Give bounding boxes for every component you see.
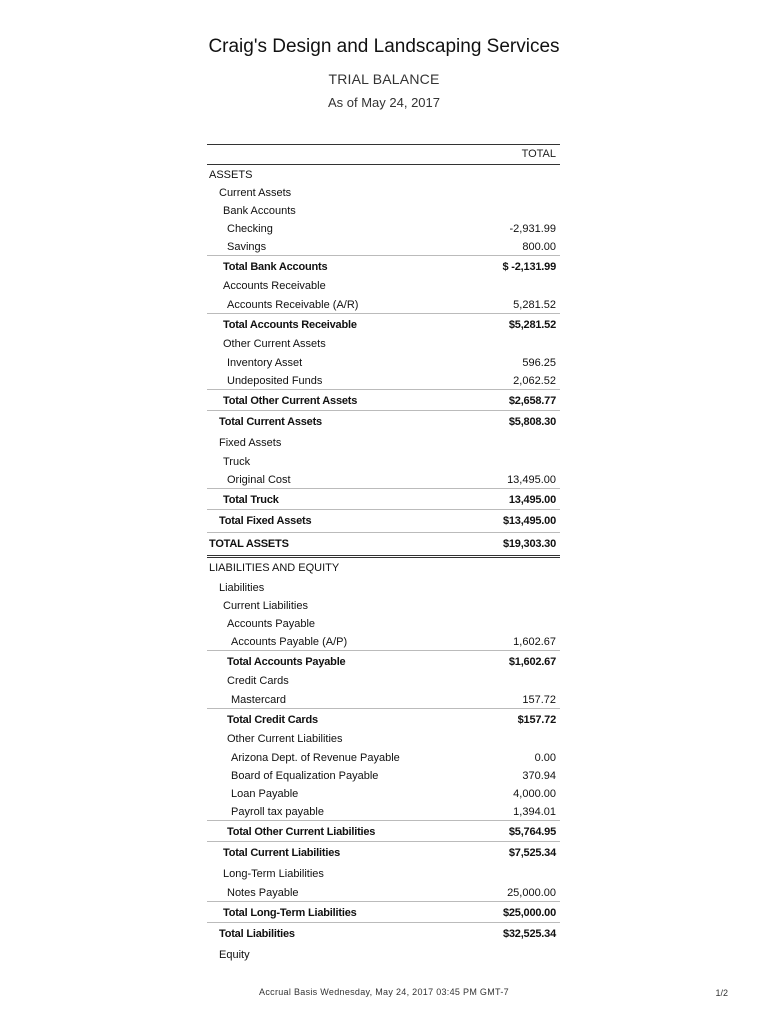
table-row	[207, 470, 560, 488]
table-row	[207, 748, 560, 766]
row-value: $1,602.67	[508, 656, 556, 668]
table-header	[207, 144, 560, 165]
row-label: Total Current Liabilities	[223, 847, 341, 859]
row-label: Savings	[227, 241, 267, 253]
row-label: Accounts Payable (A/P)	[231, 636, 348, 648]
row-value: 25,000.00	[507, 887, 556, 899]
row-label: Long-Term Liabilities	[223, 868, 324, 880]
row-label: Liabilities	[219, 582, 265, 594]
trial-balance-table	[207, 144, 560, 963]
page-number: 1/2	[715, 988, 728, 998]
table-total-row	[207, 841, 560, 864]
table-total-row	[207, 922, 560, 945]
row-label: Undeposited Funds	[227, 375, 323, 387]
row-value: $32,525.34	[502, 928, 556, 940]
table-row	[207, 883, 560, 901]
table-row	[207, 334, 560, 353]
table-row	[207, 295, 560, 313]
row-value: $2,658.77	[508, 395, 556, 407]
row-label: Notes Payable	[227, 887, 299, 899]
row-value: 5,281.52	[513, 299, 556, 311]
table-total-row	[207, 901, 560, 922]
table-row	[207, 165, 560, 183]
row-value: $13,495.00	[502, 515, 556, 527]
row-label: Original Cost	[227, 474, 291, 486]
row-label: Total Liabilities	[219, 928, 295, 940]
table-total-row	[207, 708, 560, 729]
row-label: Inventory Asset	[227, 357, 303, 369]
table-row	[207, 201, 560, 219]
table-total-row	[207, 509, 560, 532]
row-value: 1,602.67	[513, 636, 556, 648]
row-label: Total Truck	[223, 494, 279, 506]
row-label: Mastercard	[231, 694, 287, 706]
table-row	[207, 945, 560, 963]
footer-basis: Accrual Basis Wednesday, May 24, 2017 03:45 PM GMT-7	[259, 987, 509, 997]
row-label: Fixed Assets	[219, 437, 282, 449]
row-label: Payroll tax payable	[231, 806, 324, 818]
row-label: Total Other Current Assets	[223, 395, 358, 407]
company-name: Craig's Design and Landscaping Services	[208, 36, 560, 57]
table-total-row	[207, 410, 560, 433]
row-label: Total Accounts Receivable	[223, 319, 357, 331]
row-value: 596.25	[522, 357, 556, 369]
row-label: Equity	[219, 949, 250, 961]
table-row	[207, 864, 560, 883]
table-row	[207, 276, 560, 295]
row-label: Truck	[223, 456, 251, 468]
table-row	[207, 690, 560, 708]
row-label: Total Bank Accounts	[223, 261, 328, 273]
row-value: 800.00	[522, 241, 556, 253]
row-label: Total Credit Cards	[227, 714, 318, 726]
table-row	[207, 614, 560, 632]
row-value: $ -2,131.99	[502, 261, 556, 273]
table-row	[207, 802, 560, 820]
row-value: $5,281.52	[508, 319, 556, 331]
column-header-total: TOTAL	[521, 148, 556, 160]
table-total-row	[207, 389, 560, 410]
row-value: 157.72	[522, 694, 556, 706]
row-label: Current Assets	[219, 187, 292, 199]
row-label: TOTAL ASSETS	[209, 538, 289, 550]
table-row	[207, 353, 560, 371]
row-value: $5,764.95	[508, 826, 556, 838]
row-label: Total Long-Term Liabilities	[223, 907, 357, 919]
table-row	[207, 784, 560, 802]
row-value: $25,000.00	[502, 907, 556, 919]
row-value: 2,062.52	[513, 375, 556, 387]
row-label: LIABILITIES AND EQUITY	[209, 562, 340, 574]
table-row	[207, 219, 560, 237]
row-value: $19,303.30	[502, 538, 556, 550]
row-label: Checking	[227, 223, 273, 235]
table-total-row	[207, 488, 560, 509]
row-label: Loan Payable	[231, 788, 299, 800]
table-body	[207, 165, 560, 963]
row-label: Accounts Receivable	[223, 280, 326, 292]
row-label: Other Current Assets	[223, 338, 326, 350]
table-row	[207, 371, 560, 389]
table-row	[207, 558, 560, 578]
row-value: 4,000.00	[513, 788, 556, 800]
row-value: $5,808.30	[508, 416, 556, 428]
table-row	[207, 632, 560, 650]
row-value: $157.72	[517, 714, 556, 726]
row-label: Board of Equalization Payable	[231, 770, 379, 782]
table-row	[207, 671, 560, 690]
row-label: Total Fixed Assets	[219, 515, 312, 527]
table-row	[207, 578, 560, 596]
row-label: ASSETS	[209, 169, 253, 181]
table-total-row	[207, 255, 560, 276]
row-value: 13,495.00	[508, 494, 556, 506]
table-row	[207, 433, 560, 452]
table-total-row	[207, 820, 560, 841]
row-value: $7,525.34	[508, 847, 556, 859]
row-value: 0.00	[534, 752, 556, 764]
row-value: -2,931.99	[509, 223, 556, 235]
row-label: Accounts Payable	[227, 618, 316, 630]
report-date: As of May 24, 2017	[327, 95, 440, 110]
row-label: Total Other Current Liabilities	[227, 826, 376, 838]
report-title: TRIAL BALANCE	[328, 71, 440, 87]
row-value: 13,495.00	[507, 474, 556, 486]
table-row	[207, 596, 560, 614]
row-value: 1,394.01	[513, 806, 556, 818]
table-row	[207, 237, 560, 255]
row-label: Current Liabilities	[223, 600, 308, 612]
row-value: 370.94	[522, 770, 556, 782]
row-label: Other Current Liabilities	[227, 733, 343, 745]
table-row	[207, 766, 560, 784]
table-total-row	[207, 532, 560, 558]
table-total-row	[207, 313, 560, 334]
table-row	[207, 452, 560, 470]
row-label: Total Accounts Payable	[227, 656, 346, 668]
row-label: Bank Accounts	[223, 205, 296, 217]
table-total-row	[207, 650, 560, 671]
table-row	[207, 729, 560, 748]
row-label: Total Current Assets	[219, 416, 322, 428]
row-label: Arizona Dept. of Revenue Payable	[231, 752, 400, 764]
row-label: Credit Cards	[227, 675, 289, 687]
table-row	[207, 183, 560, 201]
row-label: Accounts Receivable (A/R)	[227, 299, 359, 311]
